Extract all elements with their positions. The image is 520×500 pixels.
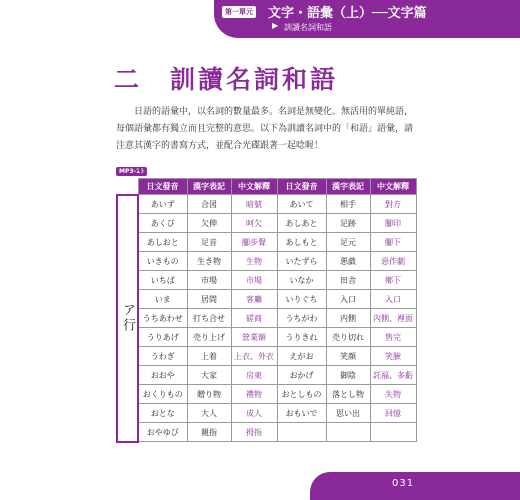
translation-cell: 入口 xyxy=(370,290,416,309)
page-number: 031 xyxy=(392,478,415,489)
translation-cell: 暗號 xyxy=(231,195,277,214)
mp3-track-badge: MP3-15 xyxy=(116,167,147,176)
reading-cell: うわぎ xyxy=(138,347,187,366)
table-row xyxy=(117,309,416,328)
translation-cell: 售完 xyxy=(370,328,416,347)
kanji-cell: 市場 xyxy=(187,271,231,290)
translation-cell: 腳下 xyxy=(370,233,416,252)
kanji-cell: 相手 xyxy=(326,195,370,214)
translation-cell: 磋商 xyxy=(231,309,277,328)
sound-wave-icon xyxy=(137,166,147,175)
header-kanji: 漢字表記 xyxy=(326,179,370,195)
kanji-cell: 合図 xyxy=(187,195,231,214)
reading-cell: おもいで xyxy=(277,404,326,423)
unit-badge: 第一單元 xyxy=(222,6,256,18)
header-translation: 中文解釋 xyxy=(370,179,416,195)
reading-cell: いりぐち xyxy=(277,290,326,309)
kanji-cell: 内側 xyxy=(326,309,370,328)
table-row xyxy=(117,328,416,347)
reading-cell: あいず xyxy=(138,195,187,214)
reading-cell: あくび xyxy=(138,214,187,233)
translation-cell xyxy=(370,423,416,442)
table-header-row xyxy=(117,179,416,195)
kanji-cell: 田舎 xyxy=(326,271,370,290)
translation-cell: 內側、裡面 xyxy=(370,309,416,328)
kanji-cell: 売り上げ xyxy=(187,328,231,347)
reading-cell: おかげ xyxy=(277,366,326,385)
kanji-cell: 居間 xyxy=(187,290,231,309)
table-row xyxy=(117,385,416,404)
kanji-cell: 落とし物 xyxy=(326,385,370,404)
translation-cell: 房東 xyxy=(231,366,277,385)
table-row xyxy=(117,347,416,366)
intro-line-1 xyxy=(116,104,416,121)
kanji-cell: 足音 xyxy=(187,233,231,252)
vocabulary-table xyxy=(116,178,417,443)
header-kanji: 漢字表記 xyxy=(187,179,231,195)
reading-cell: うりあげ xyxy=(138,328,187,347)
reading-cell: あしおと xyxy=(138,233,187,252)
header-reading: 日文發音 xyxy=(277,179,326,195)
translation-cell: 回憶 xyxy=(370,404,416,423)
kanji-cell: 大家 xyxy=(187,366,231,385)
translation-cell: 惡作劇 xyxy=(370,252,416,271)
intro-line-1-text: 日語的語彙中，以名詞的數量最多。名詞是無變化、無活用的單純語， xyxy=(134,107,414,117)
table-row xyxy=(117,290,416,309)
table-row xyxy=(117,404,416,423)
reading-cell: えがお xyxy=(277,347,326,366)
reading-cell: おとな xyxy=(138,404,187,423)
reading-cell: いきもの xyxy=(138,252,187,271)
table-row xyxy=(117,252,416,271)
translation-cell: 禮物 xyxy=(231,385,277,404)
kanji-cell: 大人 xyxy=(187,404,231,423)
kanji-cell: 贈り物 xyxy=(187,385,231,404)
kanji-cell: 入口 xyxy=(326,290,370,309)
reading-cell: おやゆび xyxy=(138,423,187,442)
table-row xyxy=(117,233,416,252)
row-group-label: ア行 xyxy=(117,195,138,442)
reading-cell: いちば xyxy=(138,271,187,290)
translation-cell: 對方 xyxy=(370,195,416,214)
reading-cell: いたずら xyxy=(277,252,326,271)
arrow-icon: ▶ xyxy=(272,21,279,30)
reading-cell: うちあわせ xyxy=(138,309,187,328)
kanji-cell: 欠伸 xyxy=(187,214,231,233)
translation-cell: 拇指 xyxy=(231,423,277,442)
intro-paragraph xyxy=(116,104,416,155)
table-row xyxy=(117,271,416,290)
kanji-cell: 親指 xyxy=(187,423,231,442)
table-row xyxy=(117,195,416,214)
reading-cell: うりきれ xyxy=(277,328,326,347)
reading-cell: いま xyxy=(138,290,187,309)
reading-cell: あいて xyxy=(277,195,326,214)
reading-cell: おくりもの xyxy=(138,385,187,404)
translation-cell: 客廳 xyxy=(231,290,277,309)
translation-cell: 笑臉 xyxy=(370,347,416,366)
translation-cell: 呵欠 xyxy=(231,214,277,233)
reading-cell: おおや xyxy=(138,366,187,385)
footer-bar xyxy=(310,472,520,500)
intro-line-3: 注意其漢字的書寫方式，並配合光碟跟著一起唸喔！ xyxy=(116,141,324,151)
translation-cell: 腳印 xyxy=(370,214,416,233)
chapter-subtitle: 訓讀名詞和語 xyxy=(284,23,332,32)
kanji-cell: 打ち合せ xyxy=(187,309,231,328)
header-reading: 日文發音 xyxy=(138,179,187,195)
reading-cell: うちがわ xyxy=(277,309,326,328)
kanji-cell: 思い出 xyxy=(326,404,370,423)
kanji-cell: 売り切れ xyxy=(326,328,370,347)
table-row xyxy=(117,423,416,442)
kanji-cell xyxy=(326,423,370,442)
translation-cell: 腳步聲 xyxy=(231,233,277,252)
kanji-cell: 足元 xyxy=(326,233,370,252)
translation-cell: 生物 xyxy=(231,252,277,271)
translation-cell: 營業額 xyxy=(231,328,277,347)
kanji-cell: 悪戯 xyxy=(326,252,370,271)
kanji-cell: 生き物 xyxy=(187,252,231,271)
translation-cell: 市場 xyxy=(231,271,277,290)
kanji-cell: 御陰 xyxy=(326,366,370,385)
reading-cell: あしあと xyxy=(277,214,326,233)
header-blank-cell xyxy=(117,179,138,195)
translation-cell: 鄉下 xyxy=(370,271,416,290)
reading-cell: おとしもの xyxy=(277,385,326,404)
section-title: 二 訓讀名詞和語 xyxy=(114,65,339,94)
kanji-cell: 上着 xyxy=(187,347,231,366)
translation-cell: 成人 xyxy=(231,404,277,423)
reading-cell: いなか xyxy=(277,271,326,290)
intro-line-2: 每個語彙都有獨立而且完整的意思。以下為訓讀名詞中的「和語」語彙，請 xyxy=(116,124,414,134)
translation-cell: 上衣、外衣 xyxy=(231,347,277,366)
translation-cell: 託福、多虧 xyxy=(370,366,416,385)
reading-cell: あしもと xyxy=(277,233,326,252)
chapter-title: 文字・語彙（上）──文字篇 xyxy=(268,6,427,21)
table-row xyxy=(117,214,416,233)
header-translation: 中文解釋 xyxy=(231,179,277,195)
kanji-cell: 足跡 xyxy=(326,214,370,233)
translation-cell: 失物 xyxy=(370,385,416,404)
table-row xyxy=(117,366,416,385)
reading-cell xyxy=(277,423,326,442)
kanji-cell: 笑顔 xyxy=(326,347,370,366)
